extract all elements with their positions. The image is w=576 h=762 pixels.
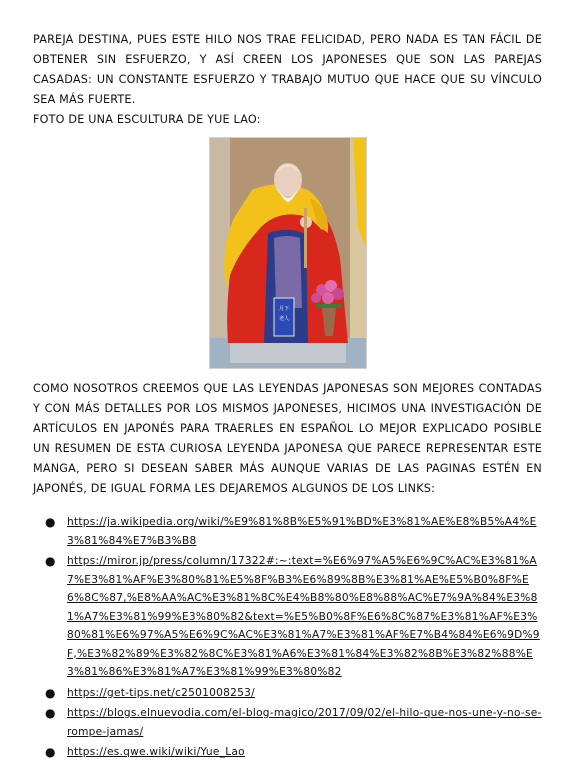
bullet-icon: ● [45, 685, 56, 700]
bullet-icon: ● [45, 706, 56, 720]
bullet-icon: ● [45, 554, 56, 568]
svg-text:月下: 月下 [278, 306, 289, 312]
statue-photo-illustration [210, 138, 366, 368]
list-item [33, 704, 542, 741]
bullet-icon: ● [45, 745, 56, 759]
list-item [33, 743, 542, 762]
paragraph-research: COMO NOSOTROS CREEMOS QUE LAS LEYENDAS JAPONESAS SON MEJORES CONTADAS Y CON MÁS DETALLES POR LOS MISMOS JAPONESES, HICIMOS UNA INVESTIGACIÓN DE ARTÍCULOS EN JAPONÉS PARA TRAERLES EN ESPAÑOL LO MEJOR EXPLICADO POSIBLE UN RESUMEN DE ESTA CURIOSA LEYENDA JAPONESA QUE PARECE REPRESENTAR ESTE MANGA, PERO SI DESEAN SABER MÁS AUNQUE VARIAS DE LAS PAGINAS ESTÉN EN JAPONÉS, DE IGUAL FORMA LES DEJAREMOS ALGUNOS DE LOS LINKS: [33, 382, 542, 495]
svg-text:老人: 老人 [278, 316, 289, 322]
link-qwe-wiki[interactable]: https://es.qwe.wiki/wiki/Yue_Lao [67, 746, 245, 758]
link-wikipedia[interactable]: https://ja.wikipedia.org/wiki/%E9%81%8B%E5%91%BD%E3%81%AE%E8%B5%A4%E3%81%84%E7%B3%B8 [67, 516, 537, 547]
list-item [33, 513, 542, 550]
paragraph-intro: PAREJA DESTINA, PUES ESTE HILO NOS TRAE FELICIDAD, PERO NADA ES TAN FÁCIL DE OBTENER SIN ESFUERZO, Y ASÍ CREEN LOS JAPONESES QUE SON LAS PAREJAS CASADAS: UN CONSTANTE ESFUERZO Y TRABAJO MUTUO QUE HACE QUE SU VÍNCULO SEA MÁS FUERTE. [33, 33, 542, 106]
link-get-tips[interactable]: https://get-tips.net/c2501008253/ [67, 686, 255, 699]
bullet-icon: ● [45, 515, 56, 529]
list-item [33, 684, 542, 703]
list-item [33, 552, 542, 682]
links-list [33, 513, 542, 762]
link-miror[interactable]: https://miror.jp/press/column/17322#:~:text=%E6%97%A5%E6%9C%AC%E3%81%A7%E3%81%AF%E3%80%81%E5%8F%B3%E6%89%8B%E3%81%AE%E5%B0%8F%E6%8C%87,%E8%AA%AC%E3%81%8C%E4%B8%80%E8%88%AC%E7%9A%84%E3%81%A7%E3%81%99%E3%80%82&text=%E5%B0%8F%E6%8C%87%E3%81%AF%E3%80%81%E6%97%A5%E6%9C%AC%E3%81%A7%E3%81%AF%E7%B4%84%E6%9D%9F,%E3%82%89%E3%82%8C%E3%81%A6%E3%81%84%E3%82%8B%E3%82%88%E3%81%86%E3%81%A7%E3%81%99%E3%80%82 [67, 555, 540, 678]
photo-caption: FOTO DE UNA ESCULTURA DE YUE LAO: [33, 113, 261, 126]
link-elnuevodia[interactable]: https://blogs.elnuevodia.com/el-blog-magico/2017/09/02/el-hilo-que-nos-une-y-no-se-rompe-jamas/ [67, 707, 542, 738]
yue-lao-statue-photo [209, 137, 367, 369]
